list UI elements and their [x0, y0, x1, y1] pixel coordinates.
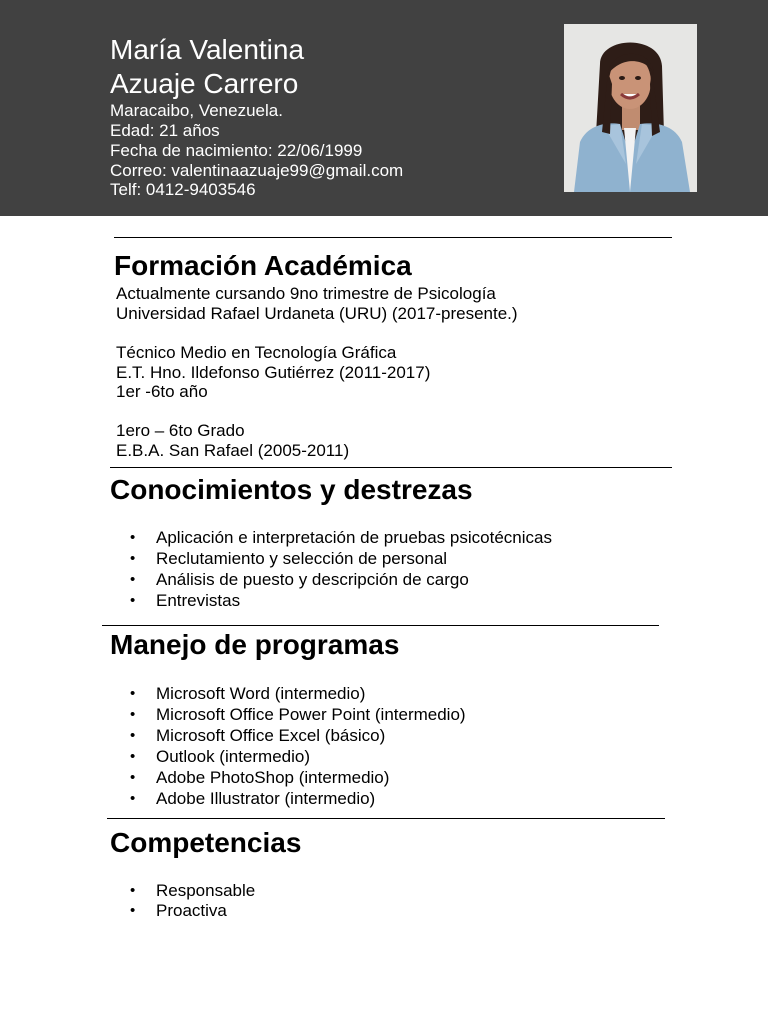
divider-competencies-top [107, 818, 665, 819]
competency-text: Responsable [156, 881, 256, 900]
bullet-icon: • [130, 550, 136, 567]
skill-text: Aplicación e interpretación de pruebas psicotécnicas [156, 528, 552, 547]
software-text: Microsoft Office Power Point (intermedio) [156, 705, 466, 724]
profile-photo-illustration [564, 24, 697, 192]
bullet-icon: • [130, 769, 136, 786]
software-text: Adobe PhotoShop (intermedio) [156, 768, 390, 787]
competency-text: Proactiva [156, 901, 227, 920]
education-line: Actualmente cursando 9no trimestre de Psicología [116, 284, 496, 303]
skill-text: Análisis de puesto y descripción de cargo [156, 570, 469, 589]
education-line: 1ero – 6to Grado [116, 421, 245, 440]
bullet-icon: • [130, 685, 136, 702]
name-last: Azuaje Carrero [110, 68, 299, 99]
bullet-icon: • [130, 529, 136, 546]
divider-software-top [102, 625, 659, 626]
bullet-icon: • [130, 592, 136, 609]
software-text: Microsoft Office Excel (básico) [156, 726, 386, 745]
education-line: Técnico Medio en Tecnología Gráfica [116, 343, 397, 362]
bullet-icon: • [130, 748, 136, 765]
skill-text: Reclutamiento y selección de personal [156, 549, 448, 568]
software-text: Outlook (intermedio) [156, 747, 311, 766]
education-line: E.B.A. San Rafael (2005-2011) [116, 441, 350, 460]
profile-photo [564, 24, 697, 192]
birth-date: Fecha de nacimiento: 22/06/1999 [110, 141, 363, 160]
bullet-icon: • [130, 882, 136, 899]
name-first: María Valentina [110, 34, 305, 65]
competencies-title: Competencias [110, 827, 302, 858]
education-line: E.T. Hno. Ildefonso Gutiérrez (2011-2017) [116, 363, 431, 382]
skill-text: Entrevistas [156, 591, 241, 610]
education-line: Universidad Rafael Urdaneta (URU) (2017-presente.) [116, 304, 518, 323]
bullet-icon: • [130, 727, 136, 744]
software-text: Microsoft Word (intermedio) [156, 684, 366, 703]
software-title: Manejo de programas [110, 629, 400, 660]
age: Edad: 21 años [110, 121, 220, 140]
education-line: 1er -6to año [116, 382, 208, 401]
email: Correo: valentinaazuaje99@gmail.com [110, 161, 404, 180]
divider-skills-top [110, 467, 672, 468]
software-text: Adobe Illustrator (intermedio) [156, 789, 376, 808]
phone: Telf: 0412-9403546 [110, 180, 256, 199]
bullet-icon: • [130, 902, 136, 919]
bullet-icon: • [130, 706, 136, 723]
location: Maracaibo, Venezuela. [110, 101, 283, 120]
bullet-icon: • [130, 790, 136, 807]
header-banner [0, 0, 768, 216]
skills-title: Conocimientos y destrezas [110, 474, 473, 505]
divider-education-top [114, 237, 672, 238]
bullet-icon: • [130, 571, 136, 588]
education-title: Formación Académica [114, 250, 412, 281]
